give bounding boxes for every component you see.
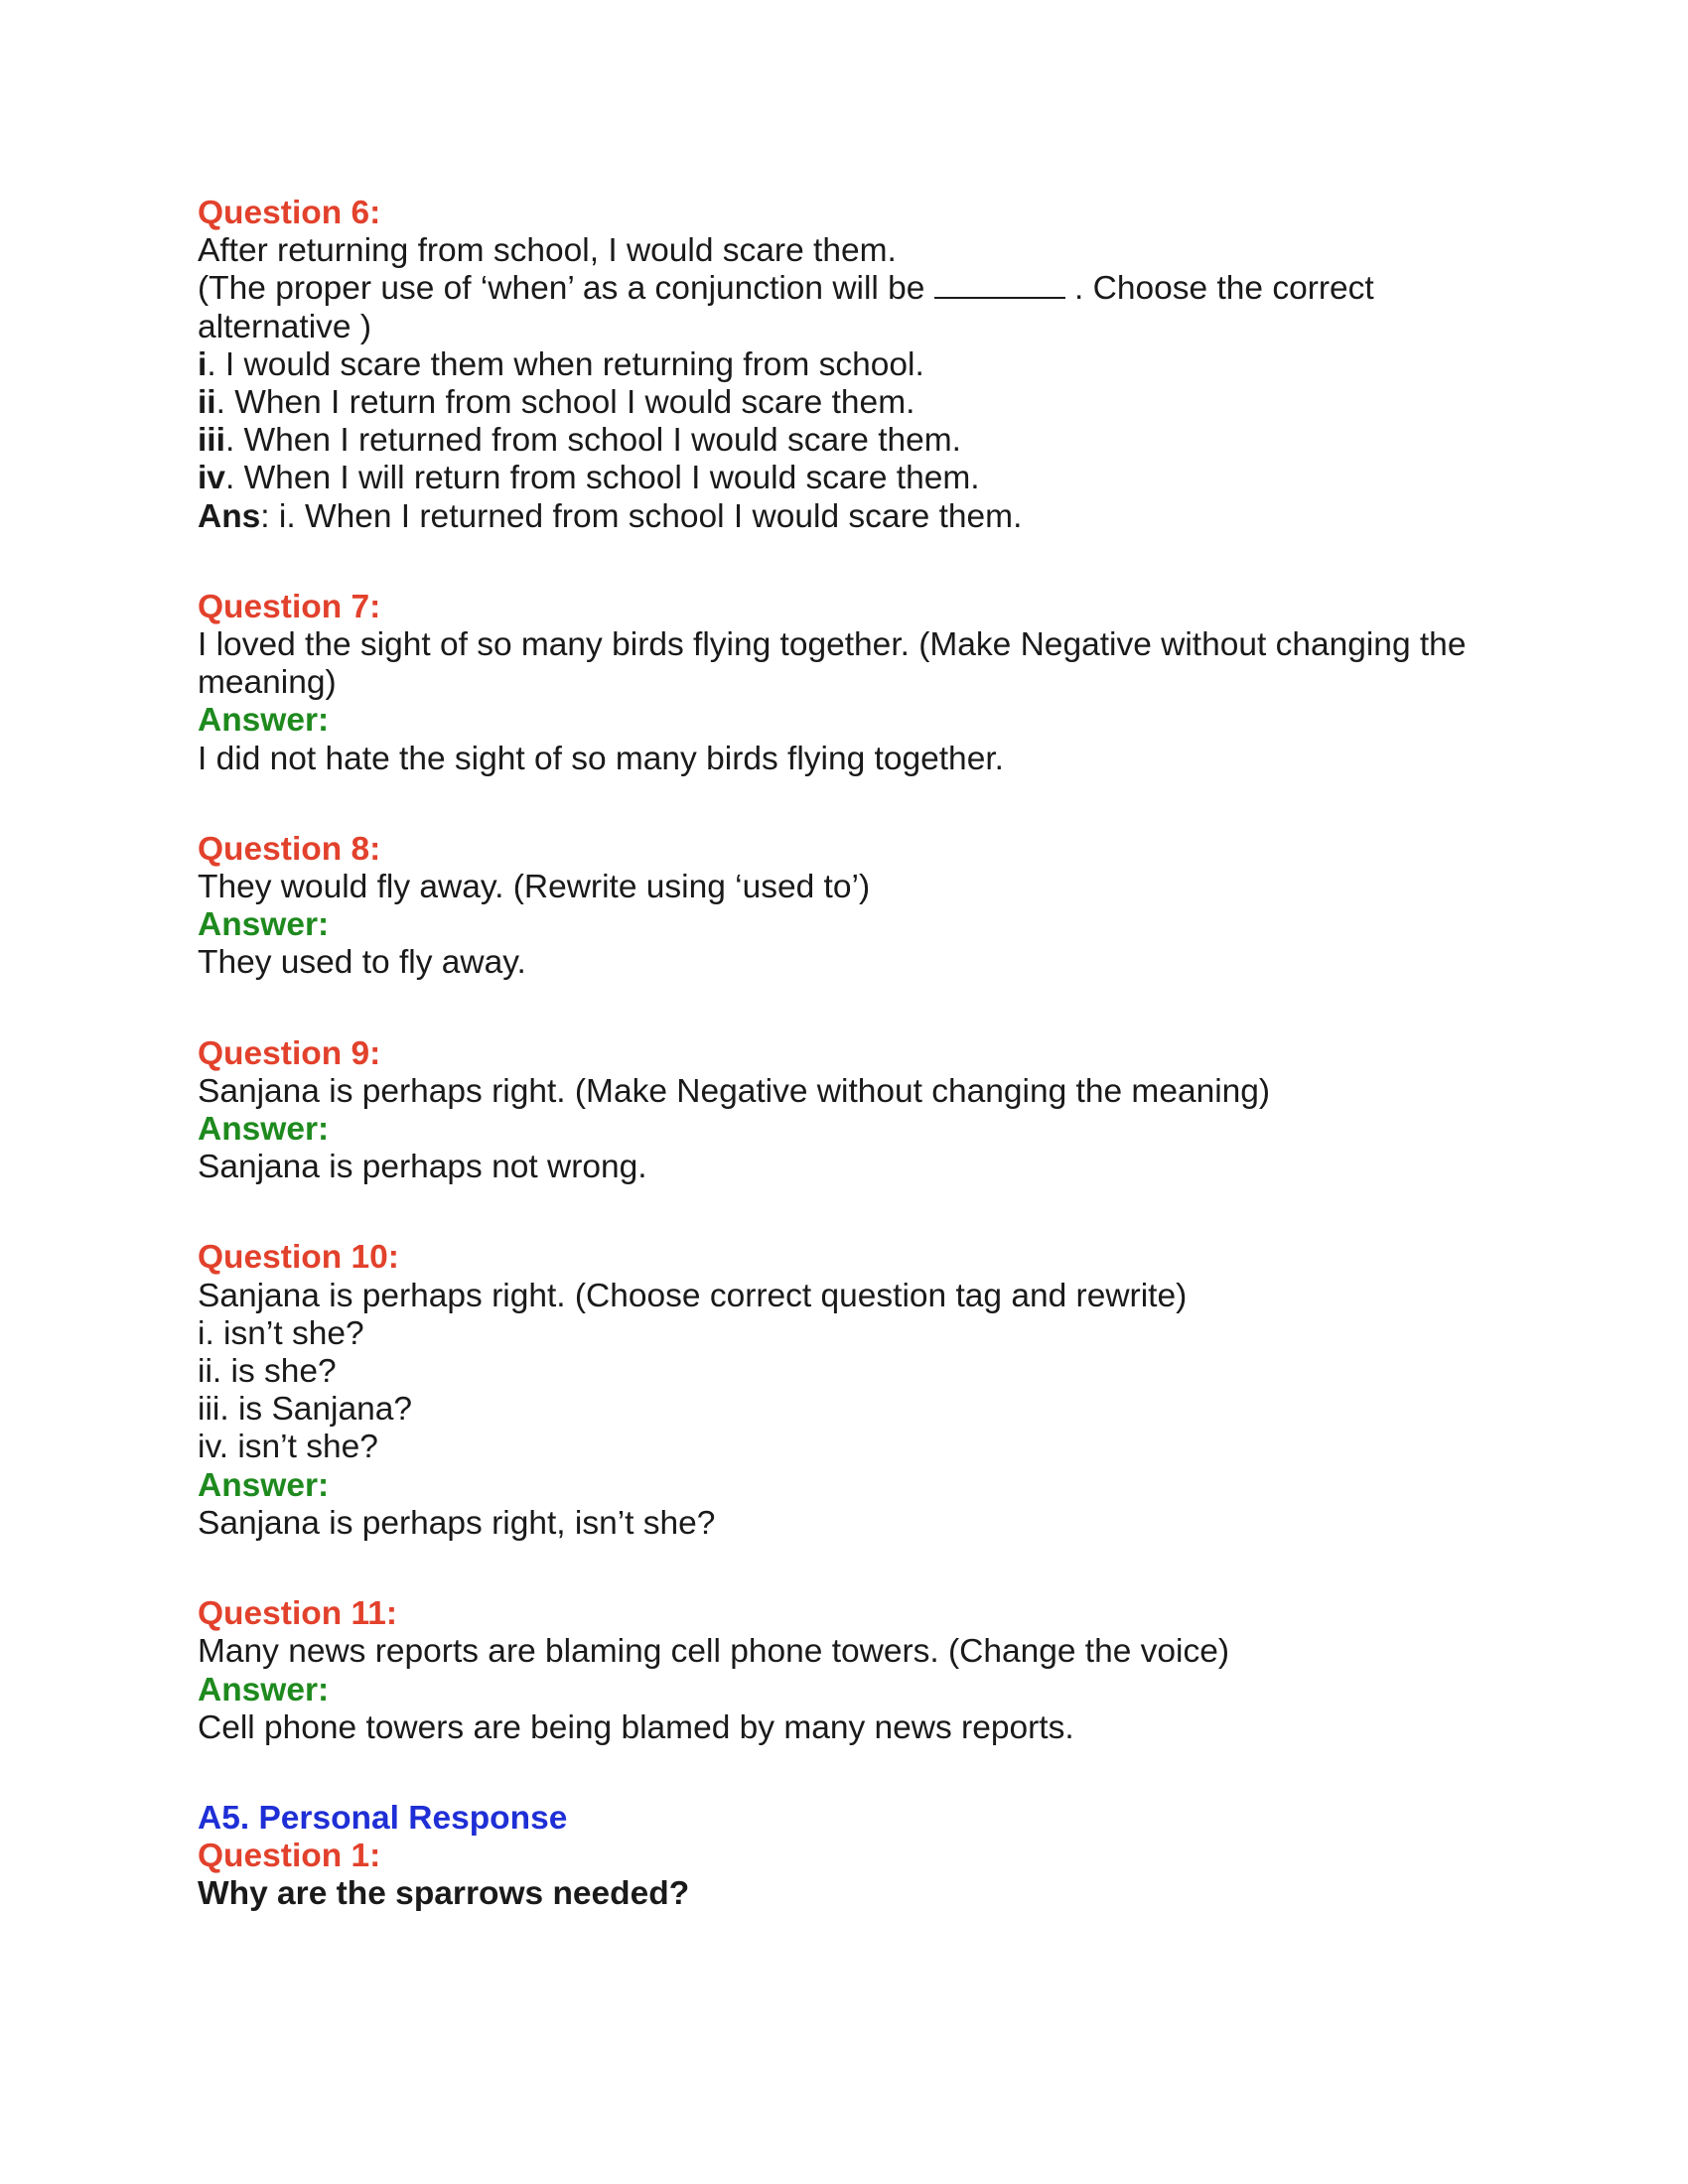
question-prompt: Why are the sparrows needed? (198, 1875, 690, 1913)
spacer (198, 1186, 1498, 1239)
question-heading: Question 11: (198, 1595, 398, 1633)
option-4: iv. isn’t she? (198, 1429, 378, 1466)
spacer (198, 1747, 1498, 1800)
option-1: i. isn’t she? (198, 1314, 364, 1352)
document-page (198, 195, 1498, 1914)
question-sentence: After returning from school, I would scare them. (198, 232, 897, 270)
question-heading: Question 9: (198, 1034, 381, 1072)
answer-heading: Answer: (198, 702, 330, 740)
option-1: i. I would scare them when returning from school. (198, 345, 924, 383)
spacer (198, 536, 1498, 589)
question-prompt: Sanjana is perhaps right. (Choose correct question tag and rewrite) (198, 1277, 1188, 1314)
question-prompt: I loved the sight of so many birds flying together. (Make Negative without changing the meaning) (198, 626, 1476, 702)
question-heading: Question 7: (198, 588, 381, 625)
question-11 (198, 1595, 1498, 1747)
question-heading: Question 1: (198, 1838, 381, 1875)
answer-heading: Answer: (198, 906, 330, 944)
question-6 (198, 195, 1498, 536)
answer-heading: Answer: (198, 1671, 330, 1708)
question-prompt: Many news reports are blaming cell phone towers. (Change the voice) (198, 1633, 1230, 1671)
answer-text: Sanjana is perhaps right, isn’t she? (198, 1504, 716, 1542)
answer-text: Sanjana is perhaps not wrong. (198, 1149, 647, 1186)
option-4: iv. When I will return from school I would scare them. (198, 460, 980, 497)
answer-line: Ans: i. When I returned from school I would scare them. (198, 497, 1023, 535)
option-3: iii. When I returned from school I would scare them. (198, 422, 961, 460)
option-2: ii. When I return from school I would scare them. (198, 384, 915, 422)
question-heading: Question 6: (198, 195, 381, 231)
answer-heading: Answer: (198, 1466, 330, 1504)
answer-heading: Answer: (198, 1111, 330, 1149)
question-10 (198, 1239, 1498, 1543)
question-7 (198, 589, 1498, 778)
spacer (198, 1543, 1498, 1595)
question-9 (198, 1035, 1498, 1187)
fill-blank (934, 273, 1065, 299)
question-instruction: (The proper use of ‘when’ as a conjunction will be . Choose the correct alternative ) (198, 270, 1384, 345)
option-2: ii. is she? (198, 1353, 337, 1391)
question-8 (198, 831, 1498, 983)
question-heading: Question 8: (198, 830, 381, 868)
answer-text: They used to fly away. (198, 944, 526, 982)
section-heading: A5. Personal Response (198, 1799, 568, 1837)
spacer (198, 983, 1498, 1035)
question-prompt: Sanjana is perhaps right. (Make Negative without changing the meaning) (198, 1072, 1271, 1110)
question-prompt: They would fly away. (Rewrite using ‘used to’) (198, 869, 871, 906)
section-a5 (198, 1800, 1498, 1914)
question-heading: Question 10: (198, 1239, 399, 1277)
spacer (198, 778, 1498, 831)
answer-text: I did not hate the sight of so many birds flying together. (198, 740, 1004, 777)
answer-text: Cell phone towers are being blamed by many news reports. (198, 1708, 1074, 1746)
option-3: iii. is Sanjana? (198, 1391, 413, 1429)
